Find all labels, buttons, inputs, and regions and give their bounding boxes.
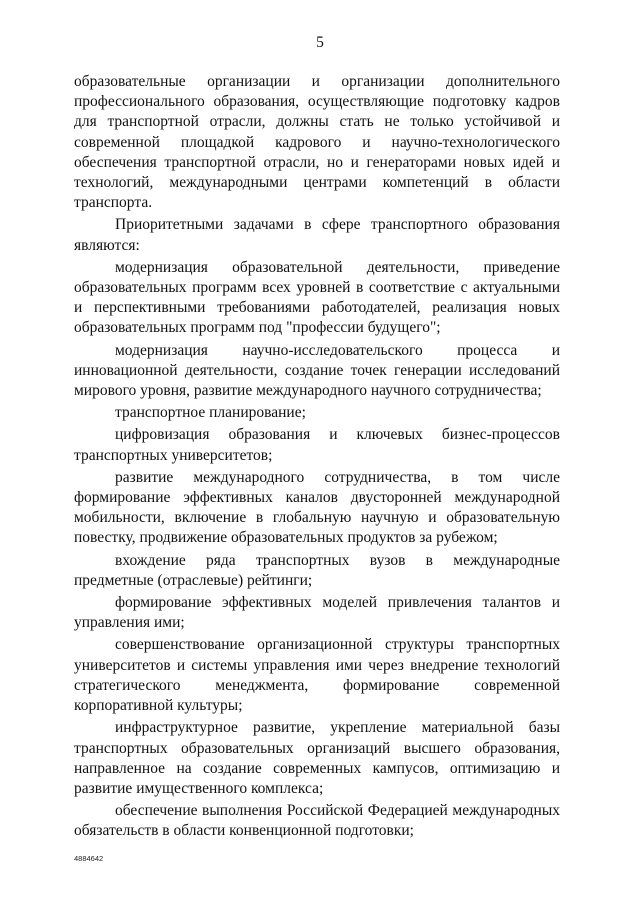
- paragraph-priority-intro: Приоритетными задачами в сфере транспортного образования являются:: [74, 216, 560, 254]
- document-id: 4884642: [74, 854, 104, 863]
- list-item-org-structure: совершенствование организационной структуры транспортных университетов и системы управления ими через внедрение технологий стратегического менеджмента, формирование современной корпоративной культуры;: [74, 636, 560, 715]
- list-item-digitalization: цифровизация образования и ключевых бизнес-процессов транспортных университетов;: [74, 426, 560, 464]
- list-item-education-modernization: модернизация образовательной деятельности, приведение образовательных программ всех уровней в соответствие с актуальными и перспективными требованиями работодателей, реализация новых образовательных программ под "профессии будущего";: [74, 258, 560, 337]
- list-item-convention-training: обеспечение выполнения Российской Федерацией международных обязательств в области конвенционной подготовки;: [74, 802, 560, 840]
- list-item-rankings: вхождение ряда транспортных вузов в международные предметные (отраслевые) рейтинги;: [74, 551, 560, 589]
- document-body: [74, 72, 560, 844]
- list-item-infrastructure: инфраструктурное развитие, укрепление материальной базы транспортных образовательных организаций высшего образования, направленное на создание современных кампусов, оптимизацию и развитие имущественного комплекса;: [74, 719, 560, 797]
- list-item-talent-models: формирование эффективных моделей привлечения талантов и управления ими;: [74, 594, 560, 632]
- list-item-transport-planning: транспортное планирование;: [115, 404, 306, 422]
- list-item-international-cooperation: развитие международного сотрудничества, в том числе формирование эффективных каналов двусторонней международной мобильности, включение в глобальную научную и образовательную повестку, продвижение образовательных продуктов за рубежом;: [74, 468, 560, 547]
- paragraph-continuation: образовательные организации и организации дополнительного профессионального образования, осуществляющие подготовку кадров для транспортной отрасли, должны стать не только устойчивой и современной площадкой кадрового и научно-технологического обеспечения транспортной отрасли, но и генераторами новых идей и технологий, международными центрами компетенций в области транспорта.: [74, 73, 560, 212]
- page-number: 5: [316, 34, 324, 51]
- list-item-research-modernization: модернизация научно-исследовательского процесса и инновационной деятельности, создание точек генерации исследований мирового уровня, развитие международного научного сотрудничества;: [74, 341, 560, 400]
